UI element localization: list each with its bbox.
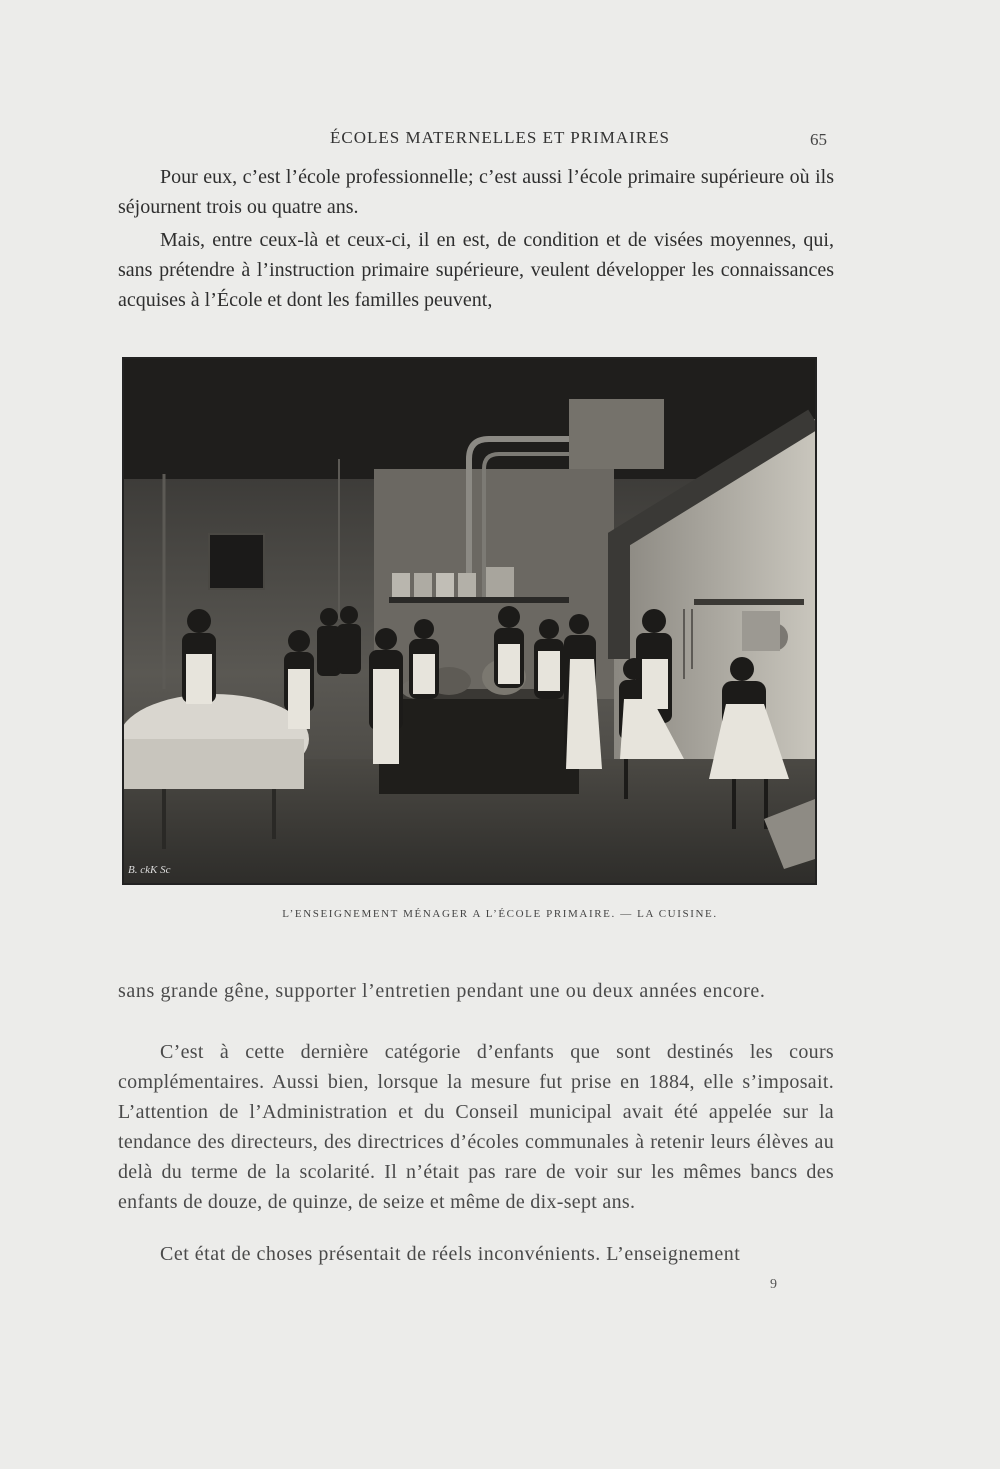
kitchen-photograph — [122, 357, 817, 885]
running-head: ÉCOLES MATERNELLES ET PRIMAIRES — [329, 128, 670, 147]
paragraph: C’est à cette dernière catégorie d’enfants que sont destinés les cours complémentaires. Aussi bien, lorsque la mesure fut prise en 1884, elle s’imposait. L’attention de l’Administration et du Conseil municipal avait été appelée sur la tendance des directeurs, des directrices d’écoles communales à retenir leurs élèves au delà du terme de la scolarité. Il n’était pas rare de voir sur les mêmes bancs des enfants de douze, de quinze, de seize et même de dix-sept ans. — [118, 1041, 834, 1213]
paragraph: Cet état de choses présentait de réels inconvénients. L’enseignement — [160, 1243, 741, 1265]
figure-caption: L’ENSEIGNEMENT MÉNAGER A L’ÉCOLE PRIMAIRE. — LA CUISINE. — [282, 908, 718, 920]
page-number: 65 — [810, 130, 827, 149]
paragraph: Pour eux, c’est l’école professionnelle; c’est aussi l’école primaire supérieure où ils séjournent trois ou quatre ans. — [118, 166, 834, 218]
signature-mark: 9 — [770, 1277, 777, 1292]
paragraph: sans grande gêne, supporter l’entretien pendant une ou deux années encore. — [118, 980, 766, 1002]
paragraph: Mais, entre ceux-là et ceux-ci, il en est, de condition et de visées moyennes, qui, sans prétendre à l’instruction primaire supérieure, veulent développer les connaissances acquises à l’École et dont les familles peuvent, — [118, 229, 834, 311]
engraver-signature: B. ckK Sc — [128, 864, 171, 876]
